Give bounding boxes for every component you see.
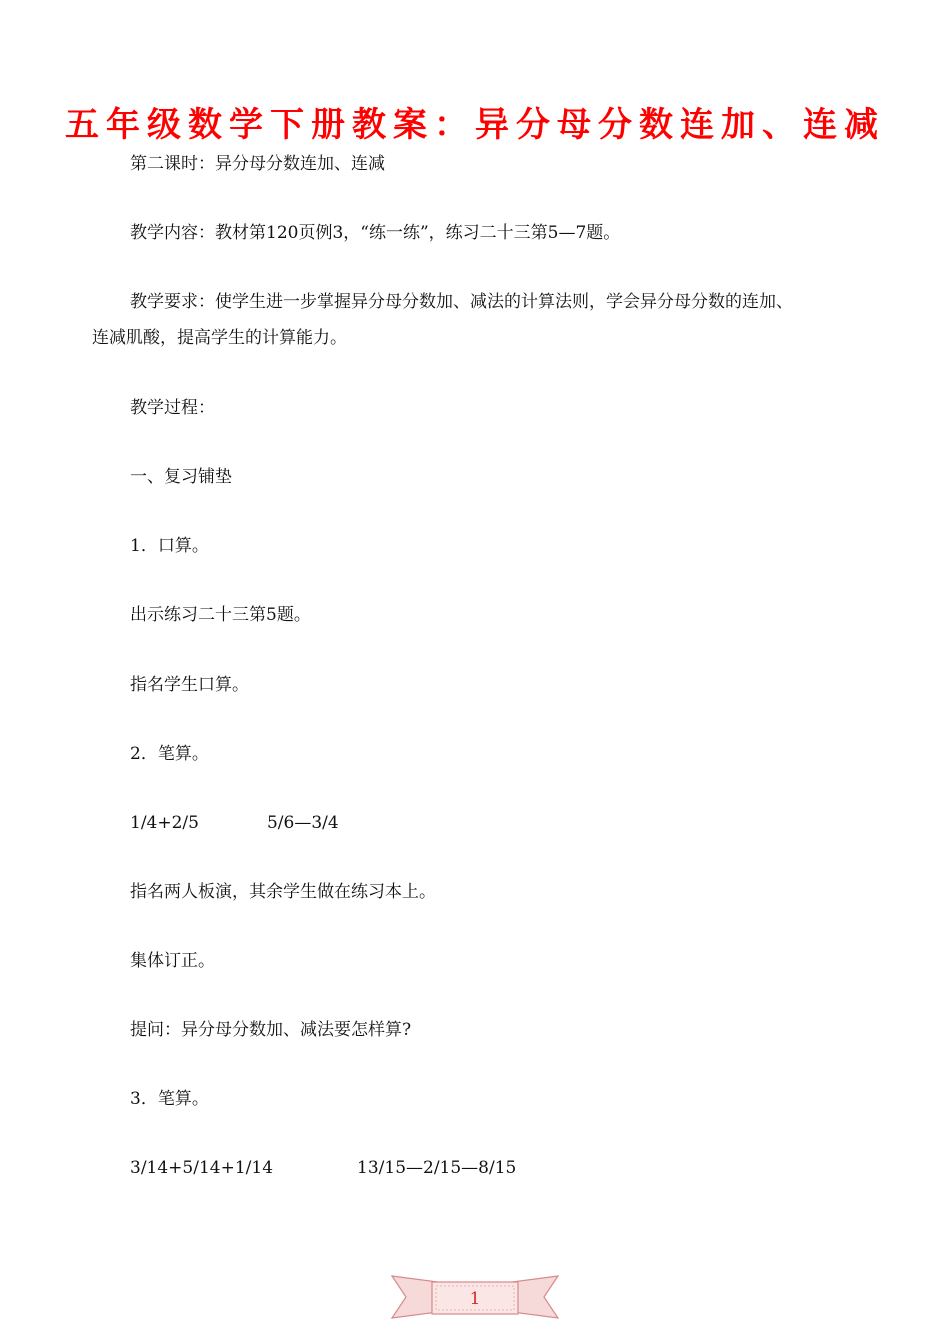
call-students-line: 指名学生口算。 (130, 675, 249, 695)
document-title: 五年级数学下册教案：异分母分数连加、连减 (65, 105, 885, 145)
expression-2b: 13/15—2/15—8/15 (357, 1158, 517, 1178)
written-item-1: 2．笔算。 (130, 744, 209, 764)
expression-1a: 1/4+2/5 (130, 813, 199, 833)
expression-2a: 3/14+5/14+1/14 (130, 1158, 274, 1178)
written-item-2: 3．笔算。 (130, 1089, 209, 1109)
oral-item: 1．口算。 (130, 536, 209, 556)
section-review-heading: 一、复习铺垫 (130, 467, 232, 487)
requirement-line-1: 教学要求：使学生进一步掌握异分母分数加、减法的计算法则，学会异分母分数的连加、 (130, 292, 793, 312)
page-number-ribbon (390, 1268, 560, 1328)
expression-1b: 5/6—3/4 (266, 813, 339, 833)
expression-row-2 (130, 1156, 516, 1180)
board-line: 指名两人板演，其余学生做在练习本上。 (130, 882, 436, 902)
page-number: 1 (469, 1289, 481, 1309)
requirement-line-2: 连减肌酸，提高学生的计算能力。 (92, 328, 347, 348)
expression-row-1 (130, 811, 339, 835)
question-line: 提问：异分母分数加、减法要怎样算? (130, 1020, 412, 1040)
lesson-line: 第二课时：异分母分数连加、连减 (130, 154, 385, 174)
correct-line: 集体订正。 (130, 951, 215, 971)
process-heading: 教学过程： (130, 398, 215, 418)
show-exercise-line: 出示练习二十三第5题。 (130, 605, 311, 625)
content-line: 教学内容：教材第120页例3，“练一练”，练习二十三第5—7题。 (130, 223, 621, 243)
